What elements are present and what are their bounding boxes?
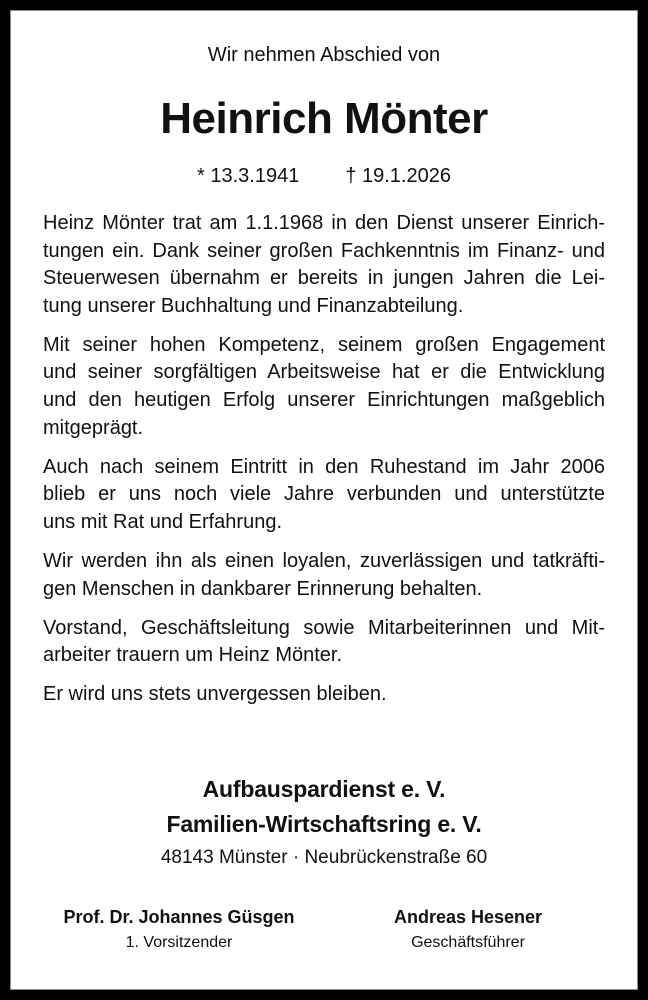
paragraph-mourners <box>43 615 605 670</box>
obituary-body <box>43 210 605 721</box>
signatory-role: 1. Vorsitzender <box>125 934 233 951</box>
body-line: Er wird uns stets unvergessen bleiben. <box>43 683 387 706</box>
body-line: Auch nach seinem Eintritt in den Ruhestand im Jahr 2006 <box>43 455 605 478</box>
body-line: gen Menschen in dankbarer Erinnerung behalten. <box>43 577 483 600</box>
body-line: uns mit Rat und Erfahrung. <box>43 510 283 533</box>
signatory-name: Andreas Hesener <box>393 907 543 927</box>
body-line: tung unserer Buchhaltung und Finanzabteilung. <box>43 294 464 317</box>
organization-address: 48143 Münster · Neubrückenstraße 60 <box>160 847 488 868</box>
paragraph-closing <box>43 681 605 709</box>
body-line: Steuerwesen übernahm er bereits in jungen Jahren die Lei- <box>43 267 605 290</box>
death-date: † 19.1.2026 <box>345 165 451 187</box>
body-line: und den heutigen Erfolg unserer Einrichtungen maßgeblich <box>43 389 605 412</box>
body-line: Mit seiner hohen Kompetenz, seinem großen Engagement <box>43 333 605 356</box>
body-line: Wir werden ihn als einen loyalen, zuverlässigen und tatkräfti- <box>43 550 605 573</box>
organization-block <box>10 772 638 873</box>
signatory-role: Geschäftsführer <box>411 934 525 951</box>
paragraph-competence <box>43 332 605 442</box>
paragraph-service <box>43 210 605 320</box>
deceased-name: Heinrich Mönter <box>160 94 488 143</box>
body-line: arbeiter trauern um Heinz Mönter. <box>43 644 343 667</box>
signatory-chairman <box>30 904 328 956</box>
paragraph-remembrance <box>43 548 605 603</box>
body-line: und seiner sorgfältigen Arbeitsweise hat er die Entwicklung <box>43 361 605 384</box>
body-line: Heinz Mönter trat am 1.1.1968 in den Dienst unserer Einrich- <box>43 212 605 234</box>
life-dates <box>10 164 638 188</box>
paragraph-retirement <box>43 454 605 537</box>
intro-line: Wir nehmen Abschied von <box>207 44 441 66</box>
body-line: blieb er uns noch viele Jahre verbunden und unterstützte <box>43 483 605 506</box>
obituary-notice <box>10 10 638 990</box>
birth-date: * 13.3.1941 <box>197 165 300 187</box>
signatory-managing-director <box>370 904 566 956</box>
signatory-name: Prof. Dr. Johannes Güsgen <box>63 907 295 927</box>
body-line: mitgeprägt. <box>43 416 144 439</box>
body-line: tungen ein. Dank seiner großen Fachkenntnis im Finanz- und <box>43 239 605 262</box>
organization-name-2: Familien-Wirtschaftsring e. V. <box>166 811 482 837</box>
body-line: Vorstand, Geschäftsleitung sowie Mitarbeiterinnen und Mit- <box>43 616 605 639</box>
organization-name-1: Aufbauspardienst e. V. <box>202 776 446 802</box>
